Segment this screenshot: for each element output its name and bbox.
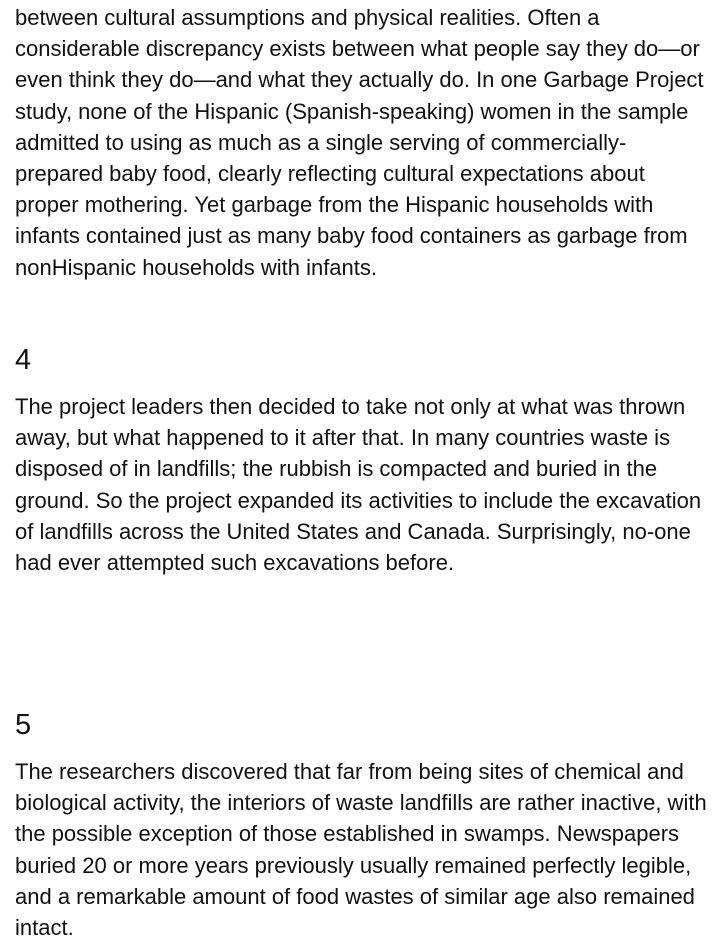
paragraph-section-4: The project leaders then decided to take not only at what was thrown away, but what happened to it after that. In many countries waste is disposed of in landfills; the rubbish is compacted and buried in the ground. So the project expanded its activities to include the excavation of landfills across the United States and Canada. Surprisingly, no-one had ever attempted such excavations before. <box>15 394 702 576</box>
paragraph-section-3: between cultural assumptions and physical realities. Often a considerable discrepancy exists between what people say they do—or even think they do—and what they actually do. In one Garbage Project study, none of the Hispanic (Spanish-speaking) women in the sample admitted to using as much as a single serving of commercially-prepared baby food, clearly reflecting cultural expectations about proper mothering. Yet garbage from the Hispanic households with infants contained just as many baby food containers as garbage from nonHispanic households with infants. <box>15 5 704 280</box>
section-number-4: 4 <box>15 344 32 376</box>
paragraph-section-5: The researchers discovered that far from being sites of chemical and biological activity, the interiors of waste landfills are rather inactive, with the possible exception of those established in swamps. Newspapers buried 20 or more years previously usually remained perfectly legible, and a remarkable amount of food wastes of similar age also remained intact. <box>15 759 707 941</box>
section-number-5: 5 <box>15 709 32 741</box>
